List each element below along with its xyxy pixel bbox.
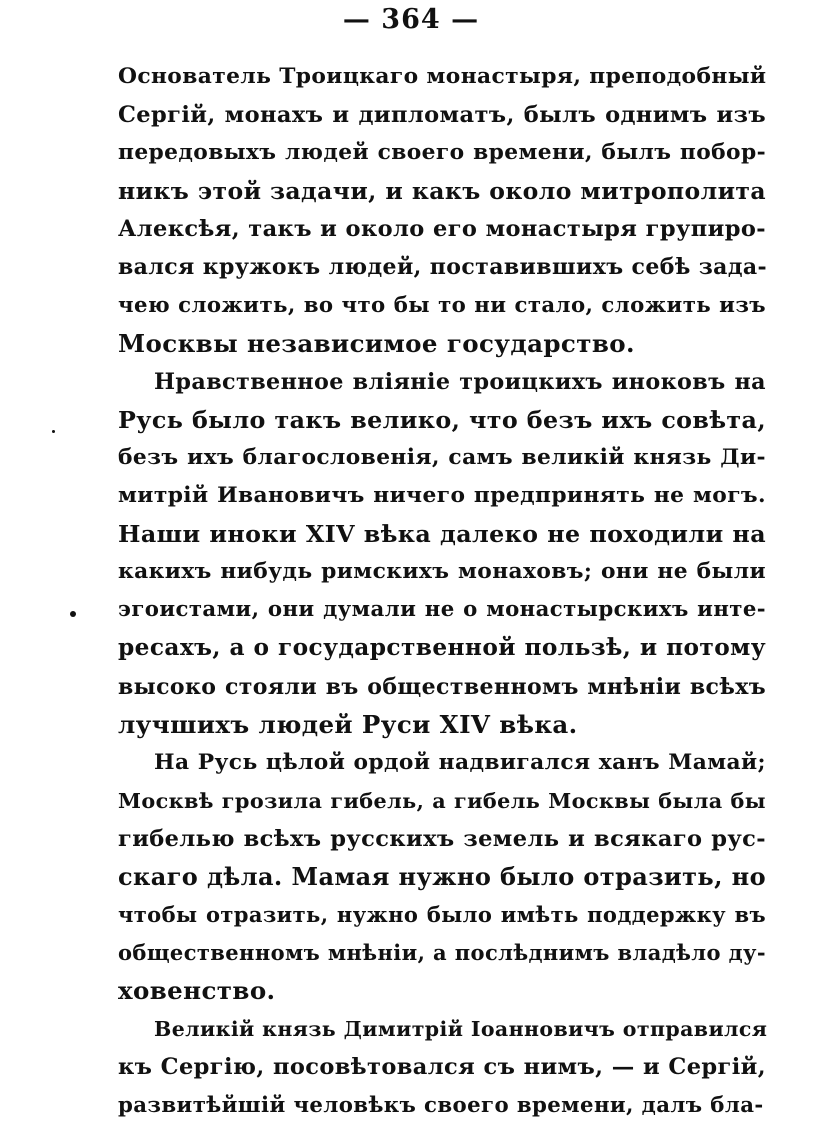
text-line: гибелью всѣхъ русскихъ земель и всякаго рус- [118,825,766,852]
text-line: Основатель Троицкаго монастыря, преподобный [118,64,767,89]
text-line: Москвы независимое государство. [118,328,635,358]
text-line: митрій Ивановичъ ничего предпринять не могъ. [118,483,766,509]
text-line: высоко стояли въ общественномъ мнѣніи всѣхъ [118,673,766,700]
text-line: скаго дѣла. Мамая нужно было отразить, но [118,861,766,891]
text-line: Наши иноки XIV вѣка далеко не походили на [118,520,766,549]
text-line: вался кружокъ людей, поставившихъ себѣ зада- [118,254,768,281]
text-line: эгоистами, они думали не о монастырскихъ инте- [118,597,766,623]
text-line: передовыхъ людей своего времени, былъ побор- [118,140,766,166]
text-line: какихъ нибудь римскихъ монаховъ; они не были [118,559,766,585]
text-line: Великій князь Димитрій Іоанновичъ отправился [154,1017,768,1042]
text-line: развитѣйшій человѣкъ своего времени, далъ бла- [118,1092,764,1118]
margin-speck [70,611,76,617]
body-text [118,58,766,1125]
text-line: Алексѣя, такъ и около его монастыря групиро- [118,216,766,243]
text-line: Москвѣ грозила гибель, а гибель Москвы была бы [118,788,766,813]
text-line: Сергій, монахъ и дипломатъ, былъ однимъ изъ [118,102,766,129]
text-line: ховенство. [118,976,276,1006]
text-line: чею сложить, во что бы то ни стало, сложить изъ [118,292,766,318]
text-line: къ Сергію, посовѣтовался съ нимъ, — и Сергій, [118,1054,766,1081]
text-line: чтобы отразить, нужно было имѣть поддержку въ [118,902,766,928]
text-line: Нравственное вліяніе троицкихъ иноковъ на [154,368,766,395]
text-line: общественномъ мнѣніи, а послѣднимъ владѣло ду- [118,940,766,966]
text-line: никъ этой задачи, и какъ около митрополита [118,177,766,206]
text-line: лучшихъ людей Руси XIV вѣка. [118,709,578,739]
text-line: На Русь цѣлой ордой надвигался ханъ Мамай; [154,749,766,775]
text-line: безъ ихъ благословенія, самъ великій князь Ди- [118,444,766,470]
margin-speck [52,430,55,433]
text-line: ресахъ, а о государственной пользѣ, и потому [118,634,766,662]
page-number: — 364 — [342,4,480,35]
text-line: Русь было такъ велико, что безъ ихъ совѣта, [118,405,766,434]
